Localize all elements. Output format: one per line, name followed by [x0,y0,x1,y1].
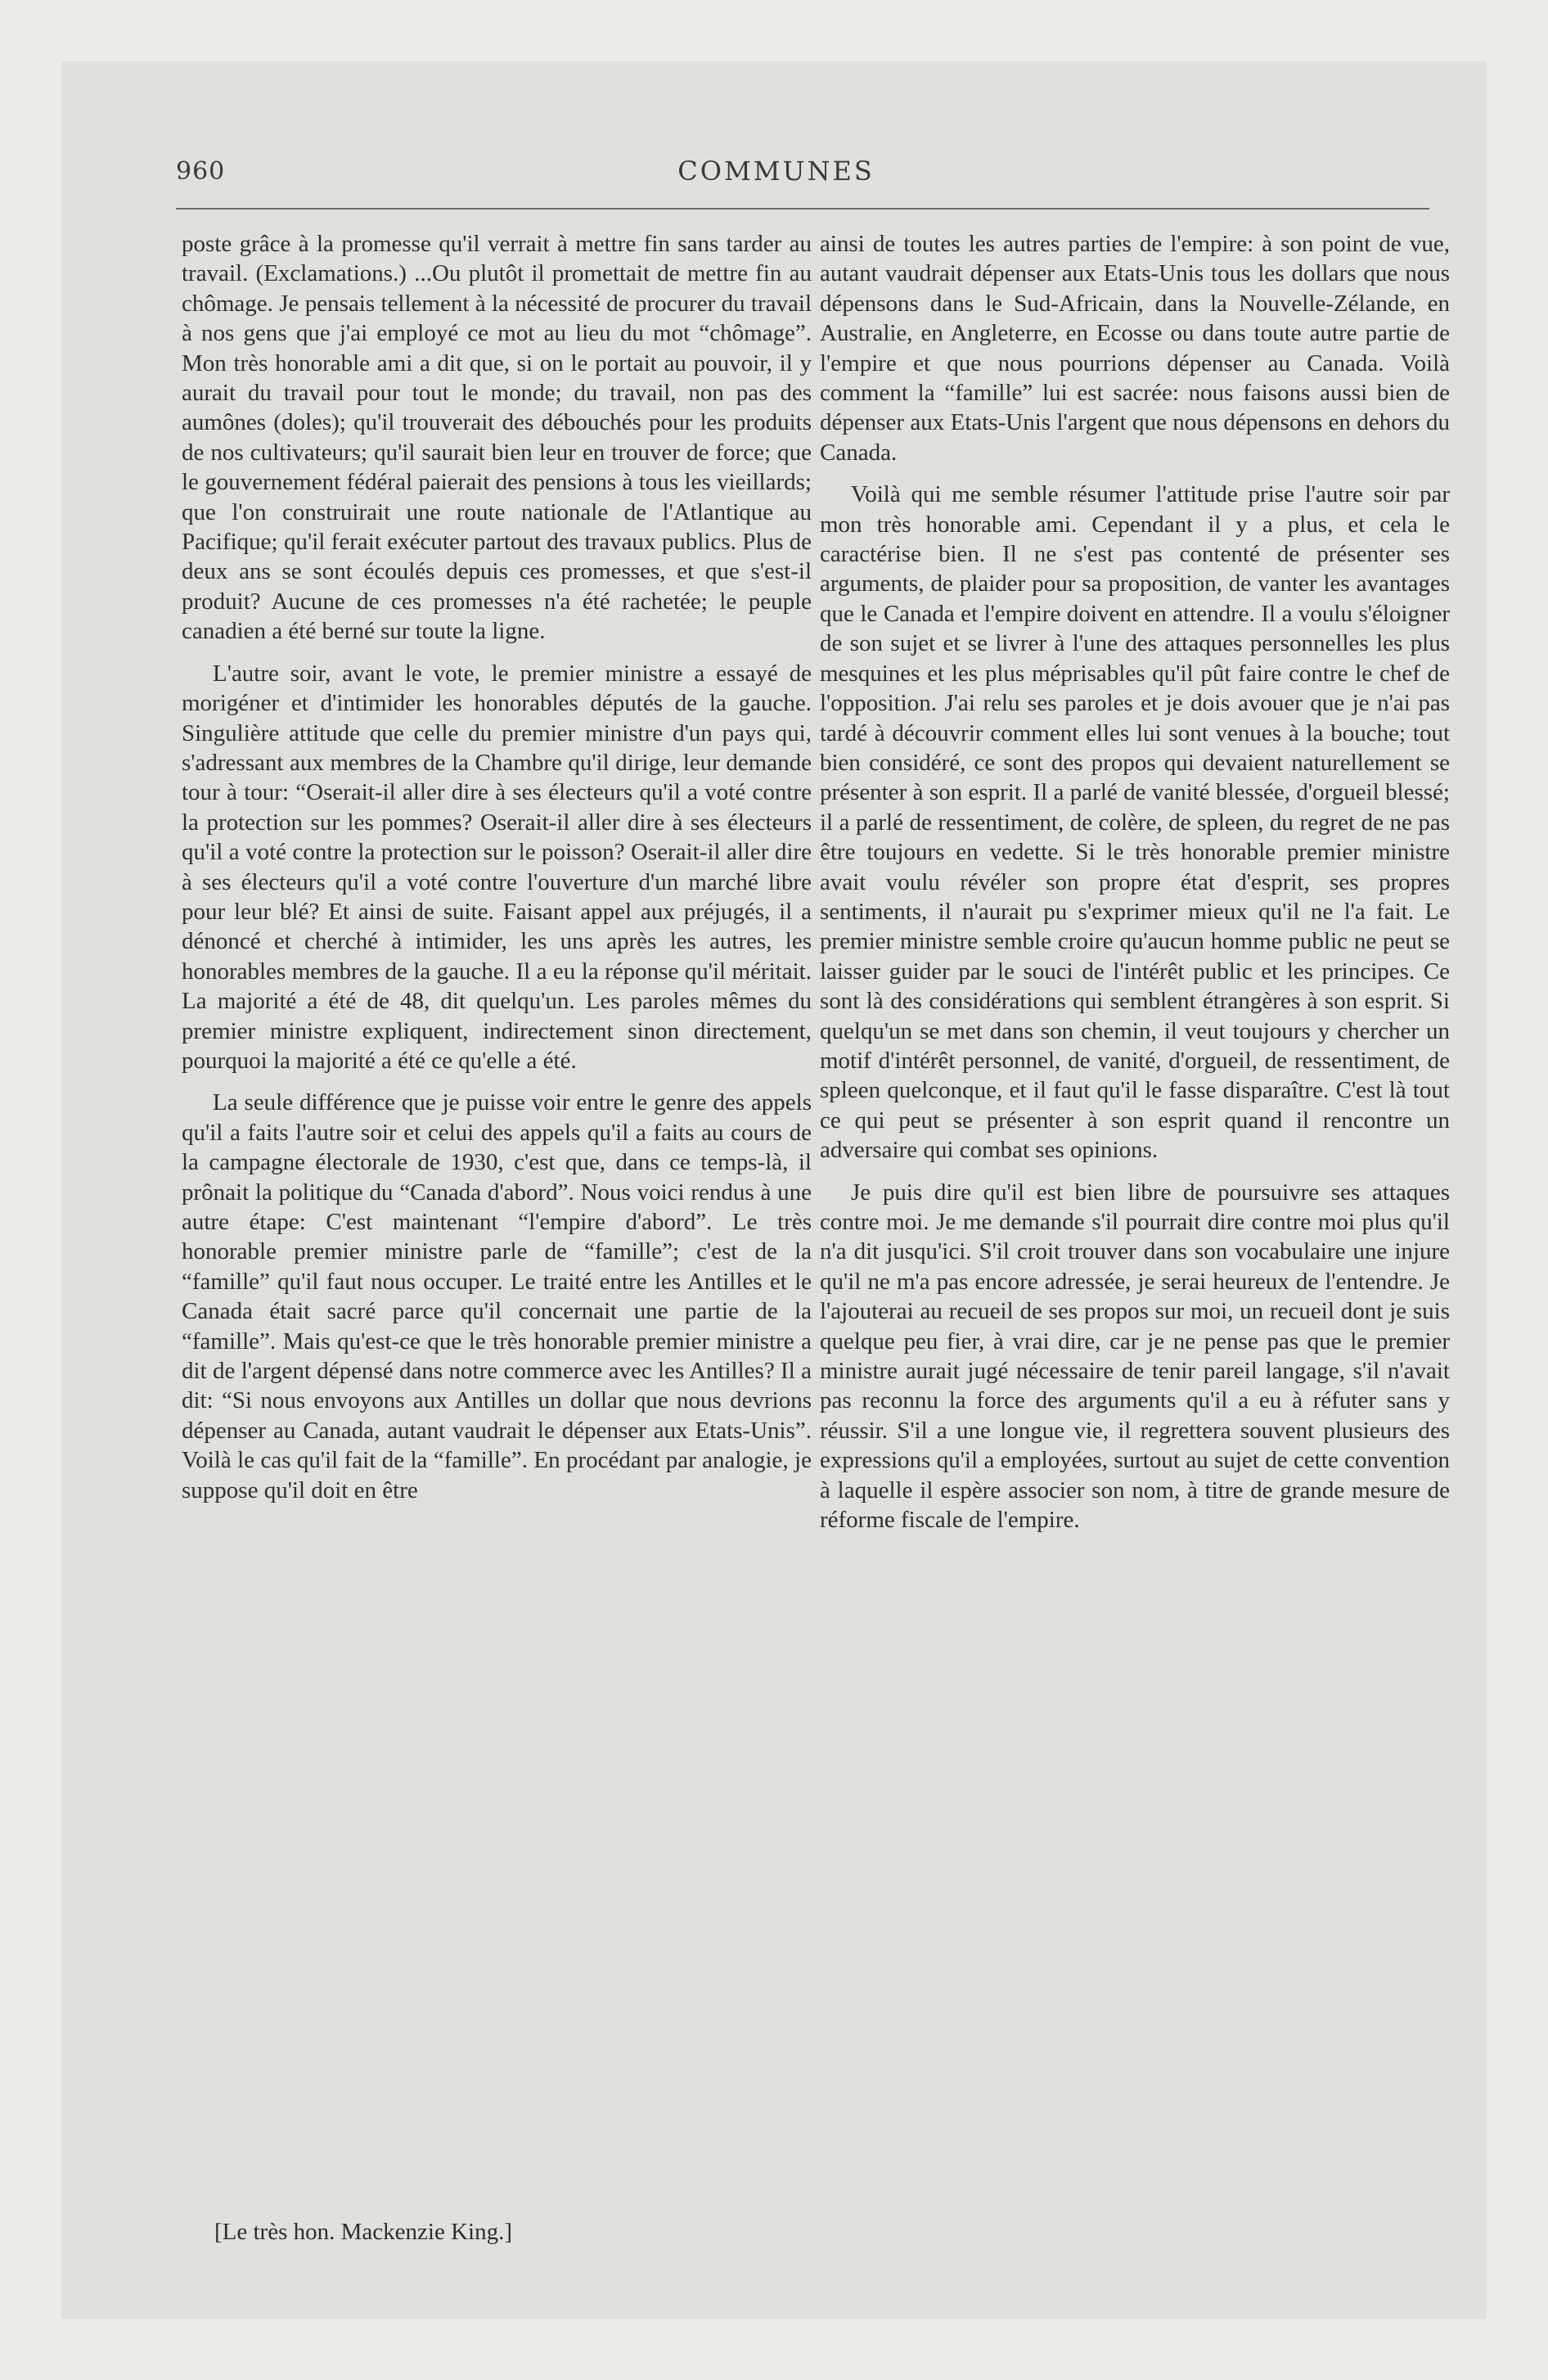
paragraph: poste grâce à la promesse qu'il verrait à mettre fin sans tarder au travail. (Exclamations.) ...Ou plutôt il promettait de mettre fin au chômage. Je pensais tellement à la nécessité de procurer du travail à nos gens que j'ai employé ce mot au lieu du mot “chômage”. Mon très honorable ami a dit que, si on le portait au pouvoir, il y aurait du travail pour tout le monde; du travail, non pas des aumônes (doles); qu'il trouverait des débouchés pour les produits de nos cultivateurs; qu'il saurait bien leur en trouver de force; que le gouvernement fédéral paierait des pensions à tous les vieillards; que l'on construirait une route nationale de l'Atlantique au Pacifique; qu'il ferait exécuter partout des travaux publics. Plus de deux ans se sont écoulés depuis ces promesses, et que s'est-il produit? Aucune de ces promesses n'a été rachetée; le peuple canadien a été berné sur toute la ligne. [182,231,812,645]
page-header [123,147,1429,188]
paragraph: L'autre soir, avant le vote, le premier ministre a essayé de morigéner et d'intimider les honorables députés de la gauche. Singulière attitude que celle du premier ministre d'un pays qui, s'adressant aux membres de la Chambre qu'il dirige, leur demande tour à tour: “Oserait-il aller dire à ses électeurs qu'il a voté contre la protection sur les pommes? Oserait-il aller dire à ses électeurs qu'il a voté contre la protection sur le poisson? Oserait-il aller dire à ses électeurs qu'il a voté contre l'ouverture d'un marché libre pour leur blé? Et ainsi de suite. Faisant appel aux préjugés, il a dénoncé et cherché à intimider, les uns après les autres, les honorables membres de la gauche. Il a eu la réponse qu'il méritait. La majorité a été de 48, dit quelqu'un. Les paroles mêmes du premier ministre expliquent, indirectement sinon directement, pourquoi la majorité a été ce qu'elle a été. [182,660,812,1074]
header-rule [176,208,1429,210]
running-head: COMMUNES [677,156,875,187]
paragraph: Voilà qui me semble résumer l'attitude prise l'autre soir par mon très honorable ami. Cependant il y a plus, et cela le caractérise bien. Il ne s'est pas contenté de présenter ses arguments, de plaider pour sa proposition, de vanter les avantages que le Canada et l'empire doivent en attendre. Il a voulu s'éloigner de son sujet et se livrer à l'une des attaques personnelles les plus mesquines et les plus méprisables qu'il pût faire contre le chef de l'opposition. J'ai relu ses paroles et je dois avouer que je n'ai pas tardé à découvrir comment elles lui sont venues à la bouche; tout bien considéré, ce sont des propos qui devaient naturellement se présenter à son esprit. Il a parlé de vanité blessée, d'orgueil blessé; il a parlé de ressentiment, de colère, de spleen, du regret de ne pas être toujours en vedette. Si le très honorable premier ministre avait voulu révéler son propre état d'esprit, ses propres sentiments, il n'aurait pu s'exprimer mieux qu'il ne l'a fait. Le premier ministre semble croire qu'aucun homme public ne peut se laisser guider par le souci de l'intérêt public et les principes. Ce sont là des considérations qui semblent étrangères à son esprit. Si quelqu'un se met dans son chemin, il veut toujours y chercher un motif d'intérêt personnel, de vanité, d'orgueil, de ressentiment, de spleen quelconque, et il faut qu'il le fasse disparaître. C'est là tout ce qui peut se présenter à son esprit quand il rencontre un adversaire qui combat ses opinions. [820,481,1450,1164]
paragraph: La seule différence que je puisse voir entre le genre des appels qu'il a faits l'autre soir et celui des appels qu'il a faits au cours de la campagne électorale de 1930, c'est que, dans ce temps-là, il prônait la politique du “Canada d'abord”. Nous voici rendus à une autre étape: C'est maintenant “l'empire d'abord”. Le très honorable premier ministre parle de “famille”; c'est de la “famille” qu'il faut nous occuper. Le traité entre les Antilles et le Canada était sacré parce qu'il concernait une partie de la “famille”. Mais qu'est-ce que le très honorable premier ministre a dit de l'argent dépensé dans notre commerce avec les Antilles? Il a dit: “Si nous envoyons aux Antilles un dollar que nous devrions dépenser au Canada, autant vaudrait le dépenser aux Etats-Unis”. Voilà le cas qu'il fait de la “famille”. En procédant par analogie, je suppose qu'il doit en être [182,1089,812,1503]
page-number: 960 [176,157,226,186]
right-column [820,229,1450,1547]
left-column [182,229,812,1517]
speaker-note: [Le très hon. Mackenzie King.] [214,2219,512,2245]
paragraph: Je puis dire qu'il est bien libre de poursuivre ses attaques contre moi. Je me demande s'il pourrait dire contre moi plus qu'il n'a dit jusqu'ici. S'il croit trouver dans son vocabulaire une injure qu'il ne m'a pas encore adressée, je serai heureux de l'entendre. Je l'ajouterai au recueil de ses propos sur moi, un recueil dont je suis quelque peu fier, à vrai dire, car je ne pense pas que le premier ministre aurait jugé nécessaire de tenir pareil langage, s'il n'avait pas reconnu la force des arguments qu'il a eu à réfuter sans y réussir. S'il a une longue vie, il regrettera souvent plusieurs des expressions qu'il a employées, surtout au sujet de cette convention à laquelle il espère associer son nom, à titre de grande mesure de réforme fiscale de l'empire. [820,1179,1450,1534]
paragraph: ainsi de toutes les autres parties de l'empire: à son point de vue, autant vaudrait dépenser aux Etats-Unis tous les dollars que nous dépensons dans le Sud-Africain, dans la Nouvelle-Zélande, en Australie, en Angleterre, en Ecosse ou dans toute autre partie de l'empire et que nous pourrions dépenser au Canada. Voilà comment la “famille” lui est sacrée: nous faisons aussi bien de dépenser aux Etats-Unis l'argent que nous dépensons en dehors du Canada. [820,231,1450,466]
